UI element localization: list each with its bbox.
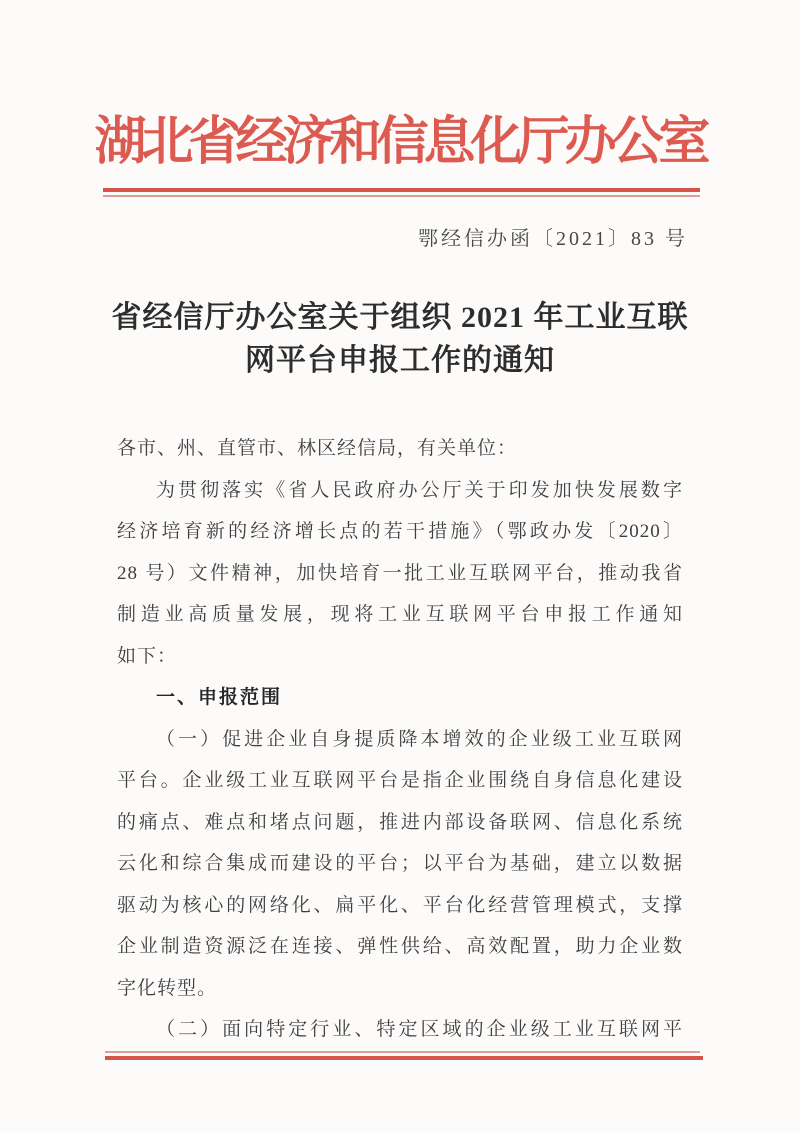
header-rule-thick — [103, 188, 700, 192]
body-line: 如下： — [117, 645, 178, 667]
document-title-line-1: 省经信厅办公室关于组织 2021 年工业互联 — [111, 301, 689, 334]
body-line: 各市、州、直管市、林区经信局，有关单位： — [117, 438, 518, 459]
body-line: 驱动为核心的网络化、扁平化、平台化经营管理模式，支撑 — [117, 894, 683, 916]
body-line: （一）促进企业自身提质降本增效的企业级工业互联网 — [156, 728, 683, 750]
body-line: 字化转型。 — [117, 977, 218, 999]
body-line: 为贯彻落实《省人民政府办公厅关于印发加快发展数字 — [156, 479, 683, 501]
document-title-line-2: 网平台申报工作的通知 — [245, 344, 555, 377]
document-number: 鄂经信办函〔2021〕83 号 — [418, 228, 688, 250]
body-line: 制造业高质量发展，现将工业互联网平台申报工作通知 — [117, 604, 683, 625]
body-line: 的痛点、难点和堵点问题，推进内部设备联网、信息化系统 — [117, 811, 683, 833]
body-line: 28 号）文件精神，加快培育一批工业互联网平台，推动我省 — [117, 562, 683, 584]
body-lines — [117, 428, 683, 1051]
letterhead-title: 湖北省经济和信息化厅办公室 — [94, 114, 706, 171]
body-line: 企业制造资源泛在连接、弹性供给、高效配置，助力企业数 — [117, 936, 683, 957]
body-line: 一、申报范围 — [156, 687, 283, 708]
document-title — [60, 296, 740, 382]
footer-rule-thick — [105, 1056, 703, 1060]
header-rule-thin — [103, 195, 700, 197]
footer-rule-thin — [105, 1051, 700, 1053]
body-line: （二）面向特定行业、特定区域的企业级工业互联网平 — [156, 1019, 683, 1040]
body-line: 经济培育新的经济增长点的若干措施》（鄂政办发〔2020〕 — [117, 521, 683, 542]
body-line: 平台。企业级工业互联网平台是指企业围绕自身信息化建设 — [117, 770, 683, 791]
body-line: 云化和综合集成而建设的平台；以平台为基础，建立以数据 — [117, 853, 683, 874]
